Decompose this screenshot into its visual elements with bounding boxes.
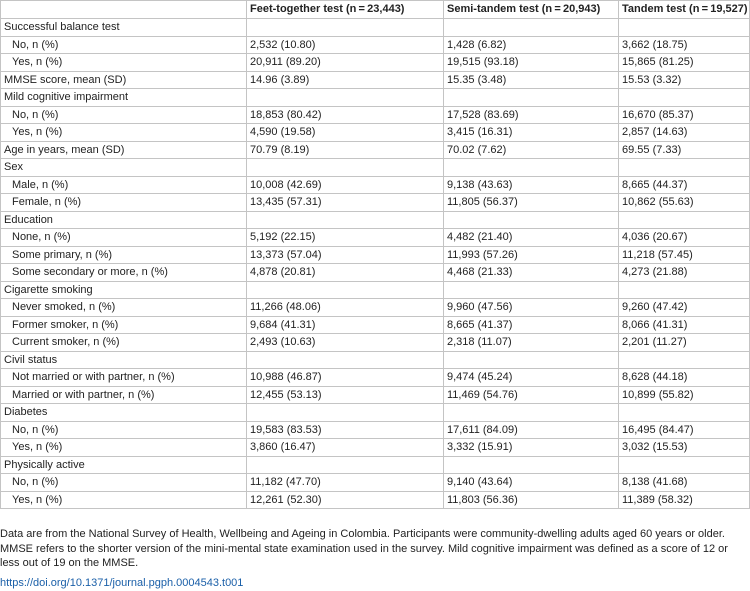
value-cell: 4,878 (20.81)	[247, 264, 444, 282]
value-cell: 9,260 (47.42)	[619, 299, 750, 317]
table-row	[1, 439, 750, 457]
value-cell	[444, 89, 619, 107]
doi-link[interactable]: https://doi.org/10.1371/journal.pgph.0004543.t001	[0, 577, 244, 589]
table-row	[1, 176, 750, 194]
value-cell: 10,988 (46.87)	[247, 369, 444, 387]
value-cell: 11,389 (58.32)	[619, 491, 750, 509]
value-cell: 9,140 (43.64)	[444, 474, 619, 492]
value-cell: 3,032 (15.53)	[619, 439, 750, 457]
row-label: Current smoker, n (%)	[1, 334, 247, 352]
value-cell	[247, 159, 444, 177]
value-cell	[444, 456, 619, 474]
value-cell: 70.02 (7.62)	[444, 141, 619, 159]
value-cell: 9,960 (47.56)	[444, 299, 619, 317]
section-row	[1, 281, 750, 299]
value-cell: 12,261 (52.30)	[247, 491, 444, 509]
table-row	[1, 54, 750, 72]
row-label: No, n (%)	[1, 474, 247, 492]
value-cell: 14.96 (3.89)	[247, 71, 444, 89]
row-label: Married or with partner, n (%)	[1, 386, 247, 404]
table-row	[1, 491, 750, 509]
value-cell	[247, 351, 444, 369]
table-row	[1, 229, 750, 247]
table-row	[1, 124, 750, 142]
section-row	[1, 159, 750, 177]
value-cell: 11,805 (56.37)	[444, 194, 619, 212]
table-row	[1, 386, 750, 404]
value-cell	[444, 159, 619, 177]
value-cell: 2,493 (10.63)	[247, 334, 444, 352]
value-cell: 9,684 (41.31)	[247, 316, 444, 334]
value-cell	[247, 19, 444, 37]
row-label: Some secondary or more, n (%)	[1, 264, 247, 282]
section-row	[1, 19, 750, 37]
table-row	[1, 194, 750, 212]
value-cell: 11,182 (47.70)	[247, 474, 444, 492]
value-cell: 10,862 (55.63)	[619, 194, 750, 212]
table-row	[1, 334, 750, 352]
section-row	[1, 211, 750, 229]
row-label: Never smoked, n (%)	[1, 299, 247, 317]
header-cell-tandem: Tandem test (n = 19,527)	[619, 1, 750, 19]
table-body	[1, 19, 750, 509]
value-cell: 9,138 (43.63)	[444, 176, 619, 194]
table-row	[1, 299, 750, 317]
value-cell: 18,853 (80.42)	[247, 106, 444, 124]
table-row	[1, 316, 750, 334]
section-label: Sex	[1, 159, 247, 177]
value-cell: 3,662 (18.75)	[619, 36, 750, 54]
table-row	[1, 106, 750, 124]
value-cell: 11,803 (56.36)	[444, 491, 619, 509]
value-cell: 16,670 (85.37)	[619, 106, 750, 124]
row-label: Yes, n (%)	[1, 54, 247, 72]
table-row	[1, 264, 750, 282]
value-cell: 9,474 (45.24)	[444, 369, 619, 387]
value-cell	[619, 281, 750, 299]
section-label: Physically active	[1, 456, 247, 474]
row-label: Age in years, mean (SD)	[1, 141, 247, 159]
row-label: Former smoker, n (%)	[1, 316, 247, 334]
value-cell: 19,515 (93.18)	[444, 54, 619, 72]
value-cell	[619, 211, 750, 229]
section-row	[1, 89, 750, 107]
value-cell: 4,468 (21.33)	[444, 264, 619, 282]
value-cell	[444, 351, 619, 369]
row-label: Yes, n (%)	[1, 439, 247, 457]
value-cell: 4,590 (19.58)	[247, 124, 444, 142]
table-row	[1, 474, 750, 492]
row-label: No, n (%)	[1, 106, 247, 124]
row-label: No, n (%)	[1, 421, 247, 439]
value-cell: 2,532 (10.80)	[247, 36, 444, 54]
value-cell: 12,455 (53.13)	[247, 386, 444, 404]
table-row	[1, 421, 750, 439]
value-cell: 15,865 (81.25)	[619, 54, 750, 72]
value-cell: 4,036 (20.67)	[619, 229, 750, 247]
row-label: None, n (%)	[1, 229, 247, 247]
value-cell	[247, 89, 444, 107]
row-label: Yes, n (%)	[1, 124, 247, 142]
table-footnote: Data are from the National Survey of Health, Wellbeing and Ageing in Colombia. Participants were community-dwelling adults aged 60 years or older. MMSE refers to the shorter version of the mini-mental state examination used in the survey. Mild cognitive impairment was defined as a score of 12 or less out of 19 on the MMSE.	[0, 528, 728, 569]
value-cell: 1,428 (6.82)	[444, 36, 619, 54]
value-cell: 8,066 (41.31)	[619, 316, 750, 334]
value-cell	[247, 281, 444, 299]
value-cell	[619, 89, 750, 107]
row-label: No, n (%)	[1, 36, 247, 54]
value-cell: 11,993 (57.26)	[444, 246, 619, 264]
section-row	[1, 404, 750, 422]
value-cell: 8,665 (44.37)	[619, 176, 750, 194]
value-cell	[619, 456, 750, 474]
value-cell: 10,008 (42.69)	[247, 176, 444, 194]
value-cell: 8,138 (41.68)	[619, 474, 750, 492]
value-cell: 4,273 (21.88)	[619, 264, 750, 282]
value-cell	[247, 456, 444, 474]
section-row	[1, 456, 750, 474]
value-cell	[444, 404, 619, 422]
value-cell: 2,857 (14.63)	[619, 124, 750, 142]
value-cell: 15.53 (3.32)	[619, 71, 750, 89]
section-label: Education	[1, 211, 247, 229]
value-cell	[444, 281, 619, 299]
section-label: Cigarette smoking	[1, 281, 247, 299]
row-label: Not married or with partner, n (%)	[1, 369, 247, 387]
value-cell: 8,665 (41.37)	[444, 316, 619, 334]
section-label: Mild cognitive impairment	[1, 89, 247, 107]
row-label: Male, n (%)	[1, 176, 247, 194]
value-cell	[444, 19, 619, 37]
value-cell	[247, 404, 444, 422]
value-cell	[619, 404, 750, 422]
value-cell	[619, 159, 750, 177]
table-row	[1, 141, 750, 159]
row-label: Female, n (%)	[1, 194, 247, 212]
value-cell: 3,860 (16.47)	[247, 439, 444, 457]
value-cell: 2,201 (11.27)	[619, 334, 750, 352]
value-cell: 17,611 (84.09)	[444, 421, 619, 439]
table-row	[1, 246, 750, 264]
value-cell	[619, 19, 750, 37]
table-row	[1, 36, 750, 54]
section-row	[1, 351, 750, 369]
row-label: Yes, n (%)	[1, 491, 247, 509]
value-cell: 10,899 (55.82)	[619, 386, 750, 404]
value-cell: 16,495 (84.47)	[619, 421, 750, 439]
value-cell: 70.79 (8.19)	[247, 141, 444, 159]
section-label: Civil status	[1, 351, 247, 369]
value-cell	[247, 211, 444, 229]
value-cell: 15.35 (3.48)	[444, 71, 619, 89]
value-cell: 8,628 (44.18)	[619, 369, 750, 387]
table-row	[1, 369, 750, 387]
value-cell: 20,911 (89.20)	[247, 54, 444, 72]
value-cell: 2,318 (11.07)	[444, 334, 619, 352]
value-cell	[619, 351, 750, 369]
header-row	[1, 1, 750, 19]
section-label: Successful balance test	[1, 19, 247, 37]
value-cell: 13,435 (57.31)	[247, 194, 444, 212]
value-cell: 11,469 (54.76)	[444, 386, 619, 404]
row-label: Some primary, n (%)	[1, 246, 247, 264]
value-cell: 11,266 (48.06)	[247, 299, 444, 317]
value-cell: 19,583 (83.53)	[247, 421, 444, 439]
table-row	[1, 71, 750, 89]
value-cell: 4,482 (21.40)	[444, 229, 619, 247]
value-cell: 11,218 (57.45)	[619, 246, 750, 264]
value-cell: 17,528 (83.69)	[444, 106, 619, 124]
header-cell-semi-tandem: Semi-tandem test (n = 20,943)	[444, 1, 619, 19]
value-cell: 5,192 (22.15)	[247, 229, 444, 247]
row-label: MMSE score, mean (SD)	[1, 71, 247, 89]
value-cell: 69.55 (7.33)	[619, 141, 750, 159]
value-cell: 13,373 (57.04)	[247, 246, 444, 264]
value-cell: 3,332 (15.91)	[444, 439, 619, 457]
header-cell-feet-together: Feet-together test (n = 23,443)	[247, 1, 444, 19]
value-cell: 3,415 (16.31)	[444, 124, 619, 142]
value-cell	[444, 211, 619, 229]
header-cell-label	[1, 1, 247, 19]
section-label: Diabetes	[1, 404, 247, 422]
